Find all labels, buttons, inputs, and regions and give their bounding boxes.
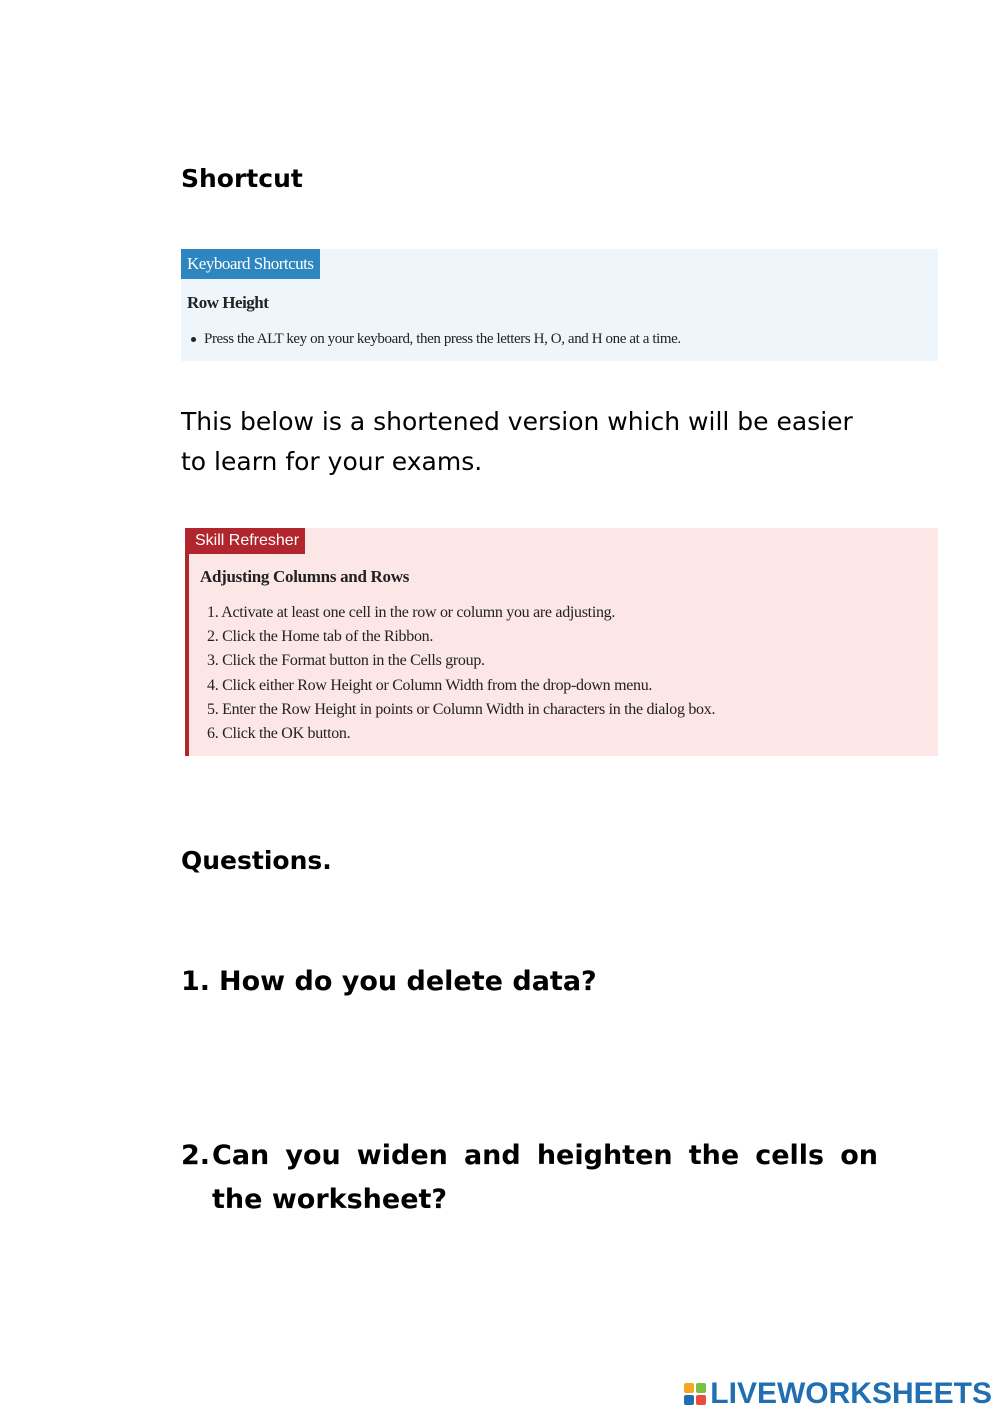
logo-square — [696, 1395, 706, 1405]
questions-heading: Questions. — [181, 846, 332, 875]
question-number: 1. — [181, 966, 211, 997]
question-text: How do you delete data? — [219, 966, 597, 997]
intro-paragraph: This below is a shortened version which will be easier to learn for your exams. — [181, 407, 853, 476]
logo-square — [684, 1383, 694, 1393]
keyboard-shortcuts-box — [181, 249, 938, 361]
question-number: 2. — [181, 1140, 211, 1171]
logo-text: LIVEWORKSHEETS — [710, 1377, 992, 1410]
logo-square — [684, 1395, 694, 1405]
skill-step: 5. Enter the Row Height in points or Column Width in characters in the dialog box. — [207, 700, 716, 718]
question-1 — [181, 960, 878, 1010]
keyboard-shortcuts-tag: Keyboard Shortcuts — [181, 249, 320, 279]
bullet-icon — [191, 337, 196, 342]
row-height-title: Row Height — [187, 293, 269, 312]
question-text: Can you widen and heighten the cells on the worksheet? — [212, 1140, 878, 1215]
shortcut-heading: Shortcut — [181, 164, 303, 193]
liveworksheets-logo — [684, 1376, 992, 1412]
skill-step: 1. Activate at least one cell in the row or column you are adjusting. — [207, 604, 616, 621]
skill-steps-list — [207, 601, 715, 746]
skill-refresher-title: Adjusting Columns and Rows — [200, 567, 410, 586]
skill-step: 4. Click either Row Height or Column Width from the drop-down menu. — [207, 676, 653, 694]
logo-icon — [684, 1383, 706, 1405]
skill-refresher-tag: Skill Refresher — [189, 528, 305, 554]
shortcut-bullet-text: Press the ALT key on your keyboard, then press the letters H, O, and H one at a time. — [204, 331, 681, 347]
question-2 — [181, 1134, 878, 1226]
logo-square — [696, 1383, 706, 1393]
skill-refresher-box — [185, 528, 938, 756]
skill-step: 6. Click the OK button. — [207, 724, 351, 742]
skill-step: 2. Click the Home tab of the Ribbon. — [207, 628, 434, 646]
skill-step: 3. Click the Format button in the Cells group. — [207, 652, 485, 670]
shortcut-bullet — [191, 331, 681, 348]
